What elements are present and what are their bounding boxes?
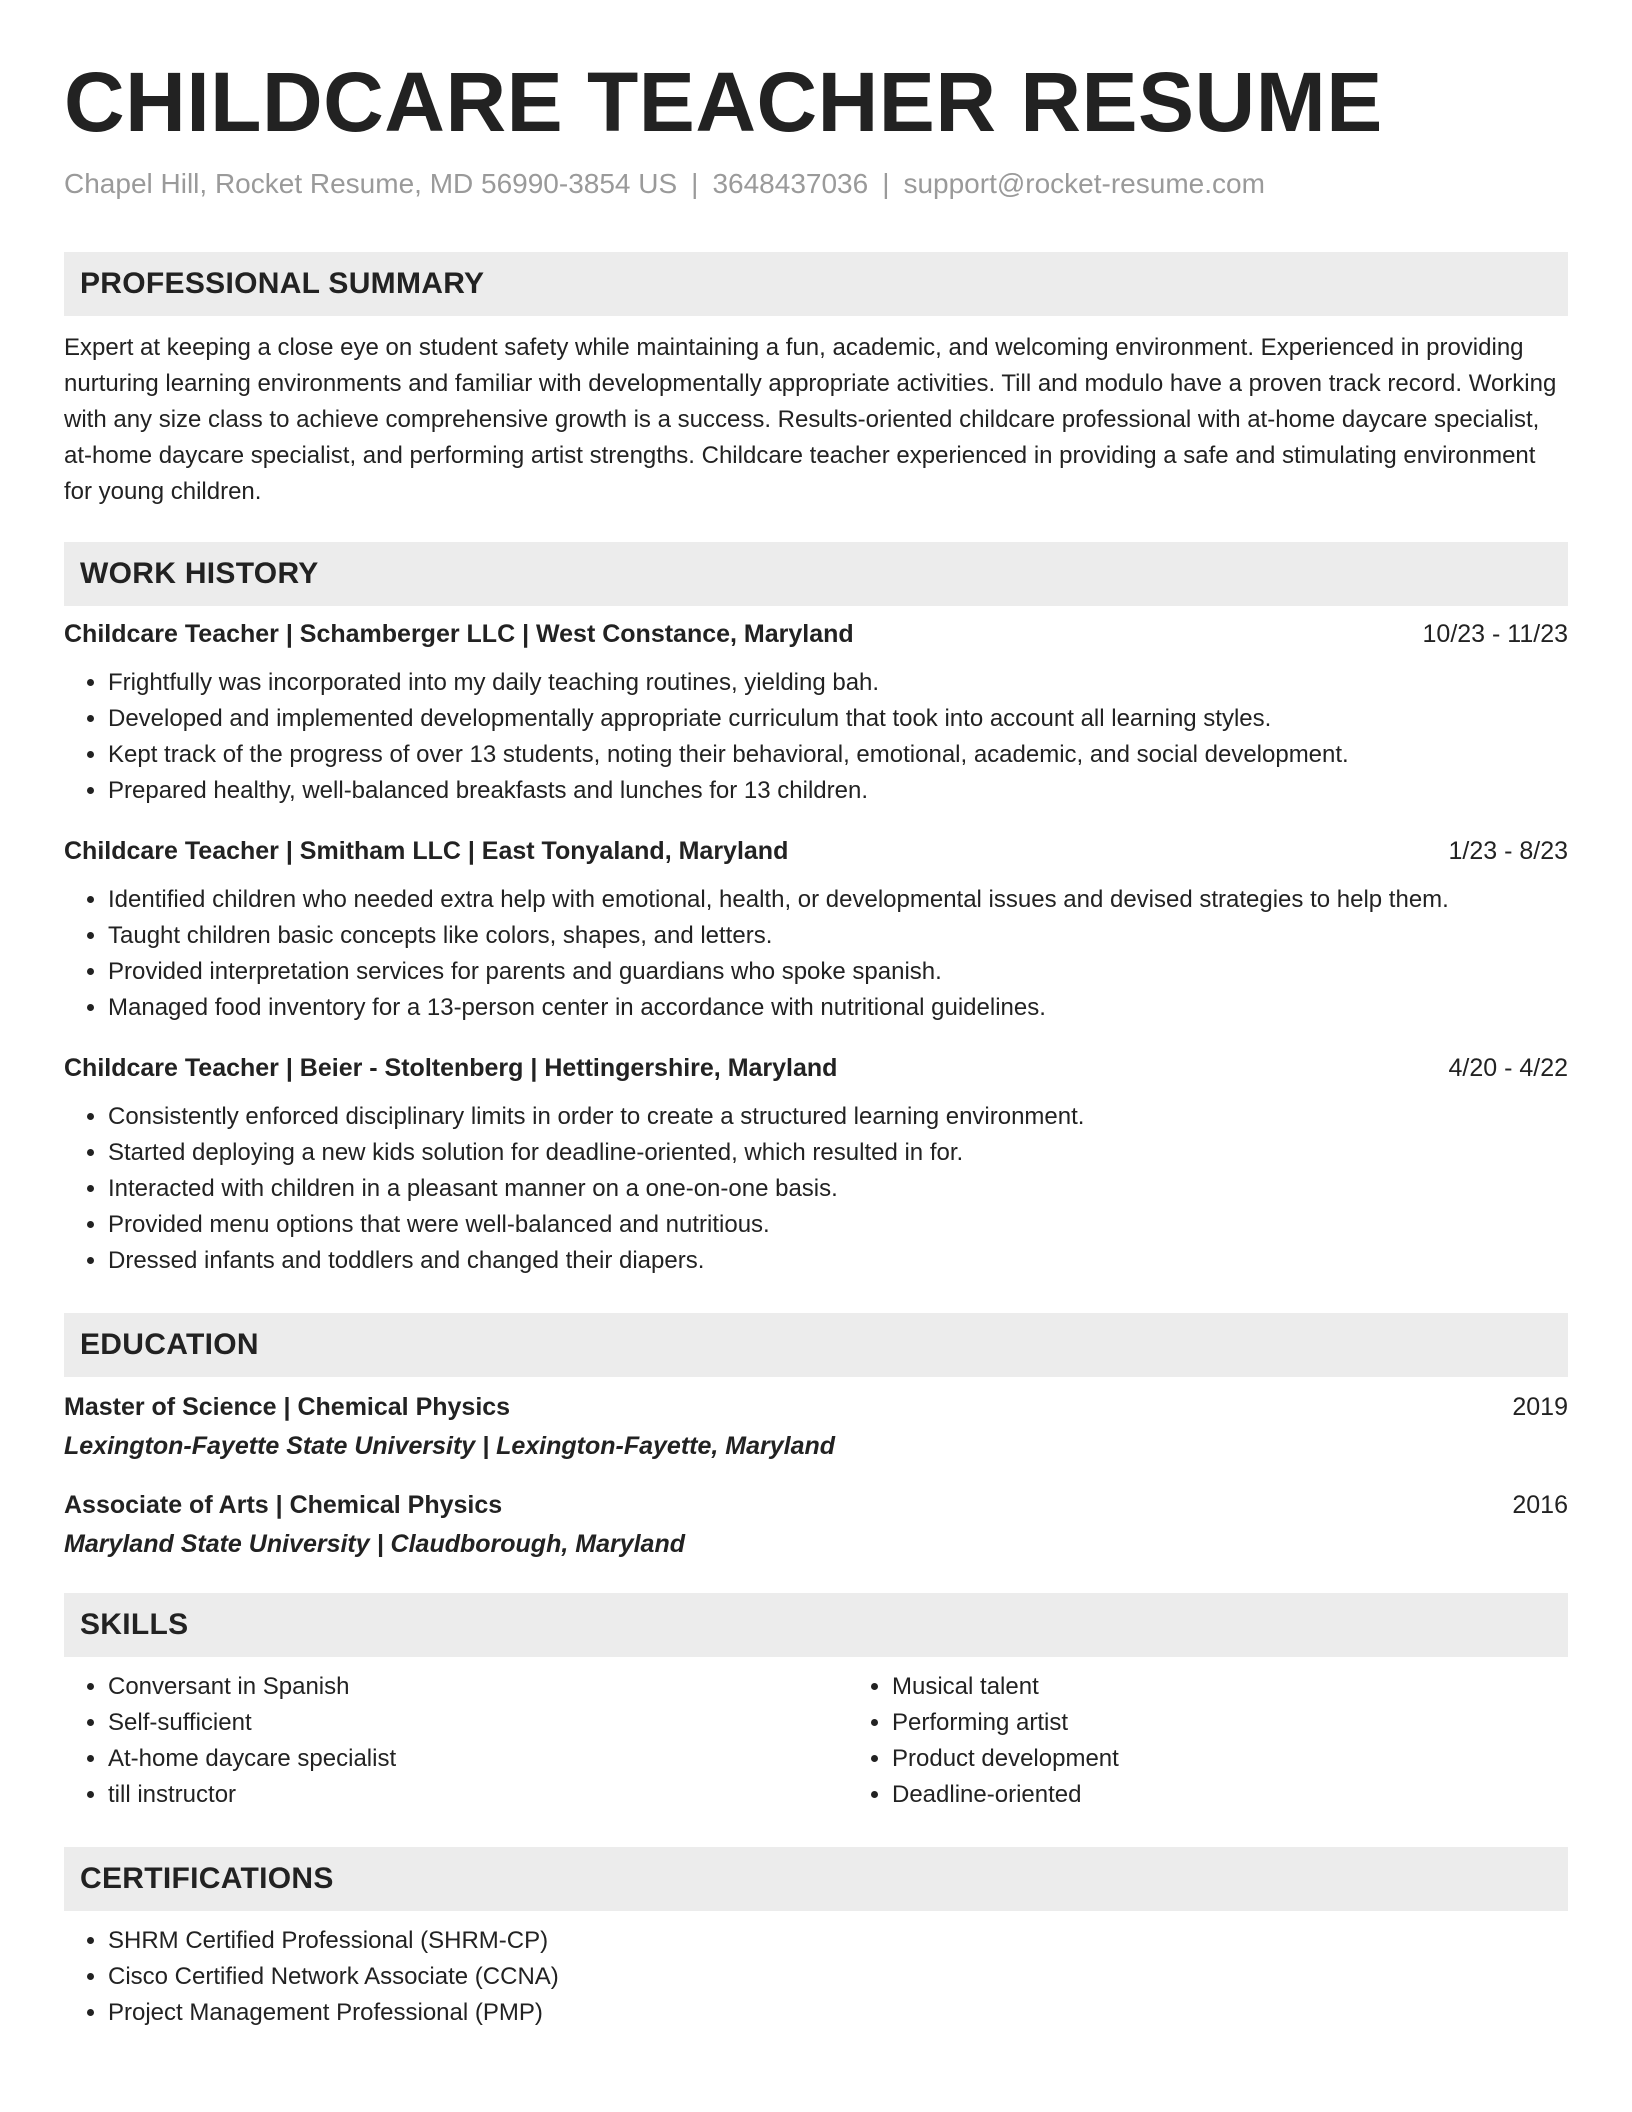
job-bullet: • Identified children who needed extra help with emotional, health, or developmental issues and devised strategies to help them. (108, 882, 1568, 918)
certification-item: • SHRM Certified Professional (SHRM-CP) (108, 1923, 1568, 1959)
job-bullet: • Frightfully was incorporated into my daily teaching routines, yielding bah. (108, 665, 1568, 701)
education-school: Maryland State University | Claudborough, Maryland (64, 1530, 685, 1559)
education-school: Lexington-Fayette State University | Lexington-Fayette, Maryland (64, 1432, 836, 1461)
contact-separator: | (691, 168, 699, 200)
contact-separator: | (882, 168, 890, 200)
job-bullets (64, 665, 1568, 809)
education-entry (64, 1393, 1568, 1461)
job-title: Childcare Teacher | Beier - Stoltenberg | Hettingershire, Maryland (64, 1054, 838, 1083)
section-heading-skills: SKILLS (64, 1593, 1568, 1657)
section-heading-certifications: CERTIFICATIONS (64, 1847, 1568, 1911)
job-bullet: • Started deploying a new kids solution for deadline-oriented, which resulted in for. (108, 1135, 1568, 1171)
certification-item: • Cisco Certified Network Associate (CCNA) (108, 1959, 1568, 1995)
skills-column-right (848, 1669, 1119, 1813)
job-bullet: • Prepared healthy, well-balanced breakfasts and lunches for 13 children. (108, 773, 1568, 809)
skills-column-left (64, 1669, 848, 1813)
skill-item: • Deadline-oriented (892, 1777, 1119, 1813)
job-entry (64, 837, 1568, 1026)
job-bullet: • Managed food inventory for a 13-person center in accordance with nutritional guidelines. (108, 990, 1568, 1026)
contact-line (64, 168, 1568, 200)
section-heading-work-history: WORK HISTORY (64, 542, 1568, 606)
education-degree: Associate of Arts | Chemical Physics (64, 1491, 503, 1520)
job-bullet: • Provided interpretation services for parents and guardians who spoke spanish. (108, 954, 1568, 990)
job-entry (64, 620, 1568, 809)
job-entry (64, 1054, 1568, 1279)
education-year: 2019 (1512, 1393, 1568, 1422)
job-bullet: • Developed and implemented developmentally appropriate curriculum that took into account all learning styles. (108, 701, 1568, 737)
skill-item: • Product development (892, 1741, 1119, 1777)
certifications-list (64, 1923, 1568, 2031)
skill-item: • At-home daycare specialist (108, 1741, 848, 1777)
job-dates: 4/20 - 4/22 (1448, 1054, 1568, 1083)
skill-item: • Musical talent (892, 1669, 1119, 1705)
job-bullets (64, 1099, 1568, 1279)
contact-email: support@rocket-resume.com (903, 168, 1265, 200)
job-bullet: • Consistently enforced disciplinary limits in order to create a structured learning environment. (108, 1099, 1568, 1135)
section-heading-summary: PROFESSIONAL SUMMARY (64, 252, 1568, 316)
education-degree: Master of Science | Chemical Physics (64, 1393, 511, 1422)
job-dates: 1/23 - 8/23 (1448, 837, 1568, 866)
section-heading-education: EDUCATION (64, 1313, 1568, 1377)
contact-address: Chapel Hill, Rocket Resume, MD 56990-3854 US (64, 168, 678, 200)
job-bullet: • Taught children basic concepts like colors, shapes, and letters. (108, 918, 1568, 954)
summary-text: Expert at keeping a close eye on student safety while maintaining a fun, academic, and welcoming environment. Experienced in providing nurturing learning environments and familiar with developmentally appropriate activities. Till and modulo have a proven track record. Working with any size class to achieve comprehensive growth is a success. Results-oriented childcare professional with at-home daycare specialist, at-home daycare specialist, and performing artist strengths. Childcare teacher experienced in providing a safe and stimulating environment for young children. (64, 334, 1557, 506)
skills-grid (64, 1669, 1568, 1813)
skill-item: • Self-sufficient (108, 1705, 848, 1741)
job-dates: 10/23 - 11/23 (1422, 620, 1568, 649)
resume-title: CHILDCARE TEACHER RESUME (64, 55, 1383, 149)
certification-item: • Project Management Professional (PMP) (108, 1995, 1568, 2031)
job-title: Childcare Teacher | Schamberger LLC | West Constance, Maryland (64, 620, 854, 649)
skill-item: • Conversant in Spanish (108, 1669, 848, 1705)
education-entry (64, 1491, 1568, 1559)
skill-item: • till instructor (108, 1777, 848, 1813)
job-bullets (64, 882, 1568, 1026)
job-bullet: • Dressed infants and toddlers and changed their diapers. (108, 1243, 1568, 1279)
contact-phone: 3648437036 (712, 168, 869, 200)
skill-item: • Performing artist (892, 1705, 1119, 1741)
job-bullet: • Interacted with children in a pleasant manner on a one-on-one basis. (108, 1171, 1568, 1207)
job-bullet: • Provided menu options that were well-balanced and nutritious. (108, 1207, 1568, 1243)
education-year: 2016 (1512, 1491, 1568, 1520)
job-title: Childcare Teacher | Smitham LLC | East Tonyaland, Maryland (64, 837, 789, 866)
job-bullet: • Kept track of the progress of over 13 students, noting their behavioral, emotional, academic, and social development. (108, 737, 1568, 773)
